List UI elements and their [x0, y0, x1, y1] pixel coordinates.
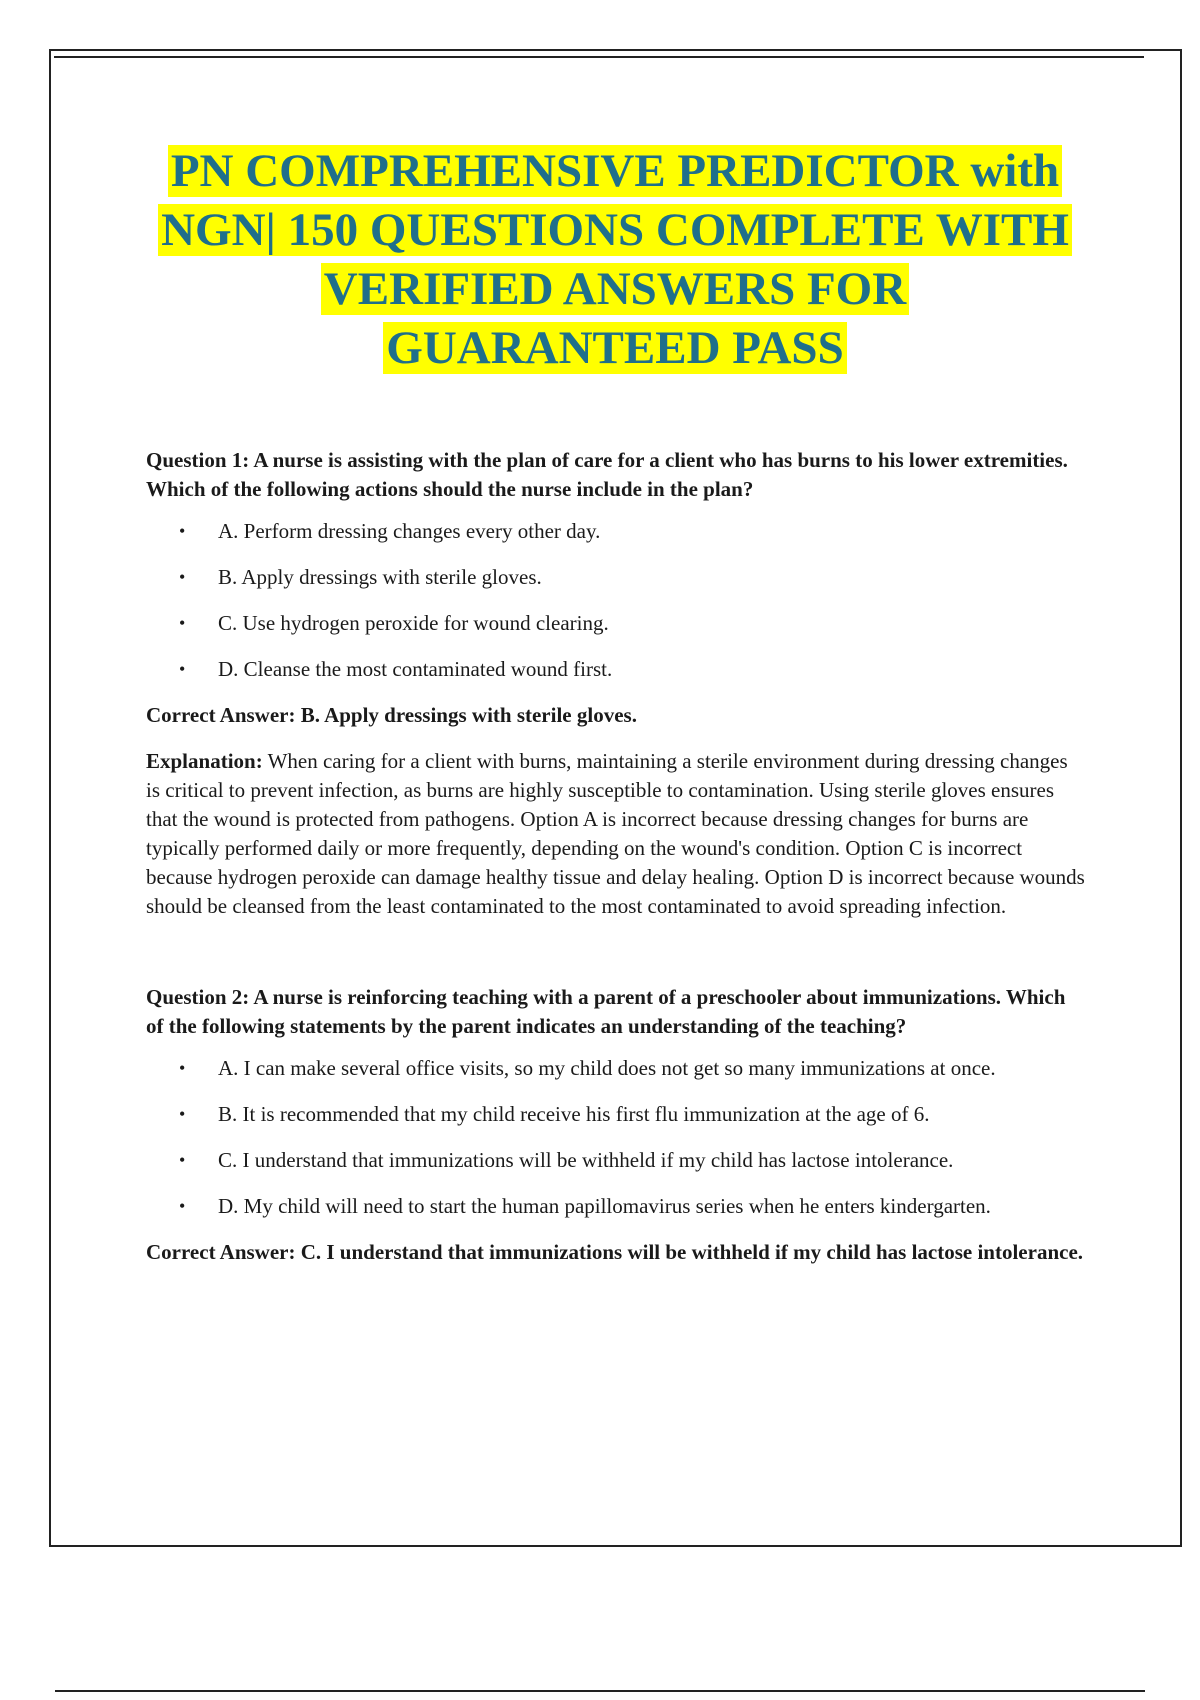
option-text: D. My child will need to start the human papillomavirus series when he enters kindergarten.: [218, 1194, 991, 1218]
question-1-prompt: Question 1: A nurse is assisting with the plan of care for a client who has burns to his lower extremities. Which of the following actions should the nurse include in the plan?: [146, 448, 1068, 501]
question-2-option-b: [146, 1100, 1086, 1129]
document-title: [100, 142, 1130, 378]
bullet-icon: •: [179, 1104, 186, 1124]
question-2-option-c: [146, 1146, 1086, 1175]
explanation-text: When caring for a client with burns, maintaining a sterile environment during dressing changes is critical to prevent infection, as burns are highly susceptible to contamination. Using sterile gloves ensures that the wound is protected from pathogens. Option A is incorrect because dressing changes for burns are typically performed daily or more frequently, depending on the wound's condition. Option C is incorrect because hydrogen peroxide can damage healthy tissue and delay healing. Option D is incorrect because wounds should be cleansed from the least contaminated to the most contaminated to avoid spreading infection.: [146, 749, 1085, 918]
question-1-option-c: [146, 609, 1086, 638]
question-block-1: [146, 446, 1086, 921]
option-text: A. Perform dressing changes every other day.: [218, 519, 601, 543]
bottom-rule: [55, 1690, 1145, 1692]
question-1-option-d: [146, 655, 1086, 684]
question-1-options: [146, 517, 1086, 684]
question-2-options: [146, 1054, 1086, 1221]
option-text: C. Use hydrogen peroxide for wound clearing.: [218, 611, 609, 635]
document-content: [146, 446, 1086, 1284]
title-line-1: PN COMPREHENSIVE PREDICTOR with: [168, 145, 1062, 197]
bullet-icon: •: [179, 1058, 186, 1078]
option-text: B. Apply dressings with sterile gloves.: [218, 565, 542, 589]
bullet-icon: •: [179, 521, 186, 541]
question-2-option-d: [146, 1192, 1086, 1221]
bullet-icon: •: [179, 613, 186, 633]
title-line-3: VERIFIED ANSWERS FOR: [321, 263, 909, 315]
top-rule: [54, 56, 1144, 58]
question-2-prompt: Question 2: A nurse is reinforcing teaching with a parent of a preschooler about immunizations. Which of the following statements by the parent indicates an understanding of the teaching?: [146, 985, 1066, 1038]
question-2-option-a: [146, 1054, 1086, 1083]
option-text: A. I can make several office visits, so my child does not get so many immunizations at once.: [218, 1056, 996, 1080]
option-text: B. It is recommended that my child receive his first flu immunization at the age of 6.: [218, 1102, 930, 1126]
bullet-icon: •: [179, 567, 186, 587]
title-line-4: GUARANTEED PASS: [383, 322, 846, 374]
question-1-explanation: [146, 747, 1086, 921]
bullet-icon: •: [179, 659, 186, 679]
question-1-option-b: [146, 563, 1086, 592]
question-2-correct-answer: Correct Answer: C. I understand that immunizations will be withheld if my child has lactose intolerance.: [146, 1240, 1084, 1264]
option-text: C. I understand that immunizations will be withheld if my child has lactose intolerance.: [218, 1148, 954, 1172]
title-line-2: NGN| 150 QUESTIONS COMPLETE WITH: [158, 204, 1072, 256]
question-block-2: [146, 983, 1086, 1267]
question-1-option-a: [146, 517, 1086, 546]
option-text: D. Cleanse the most contaminated wound first.: [218, 657, 613, 681]
question-1-correct-answer: Correct Answer: B. Apply dressings with sterile gloves.: [146, 703, 637, 727]
explanation-label: Explanation:: [146, 749, 263, 773]
bullet-icon: •: [179, 1196, 186, 1216]
bullet-icon: •: [179, 1150, 186, 1170]
